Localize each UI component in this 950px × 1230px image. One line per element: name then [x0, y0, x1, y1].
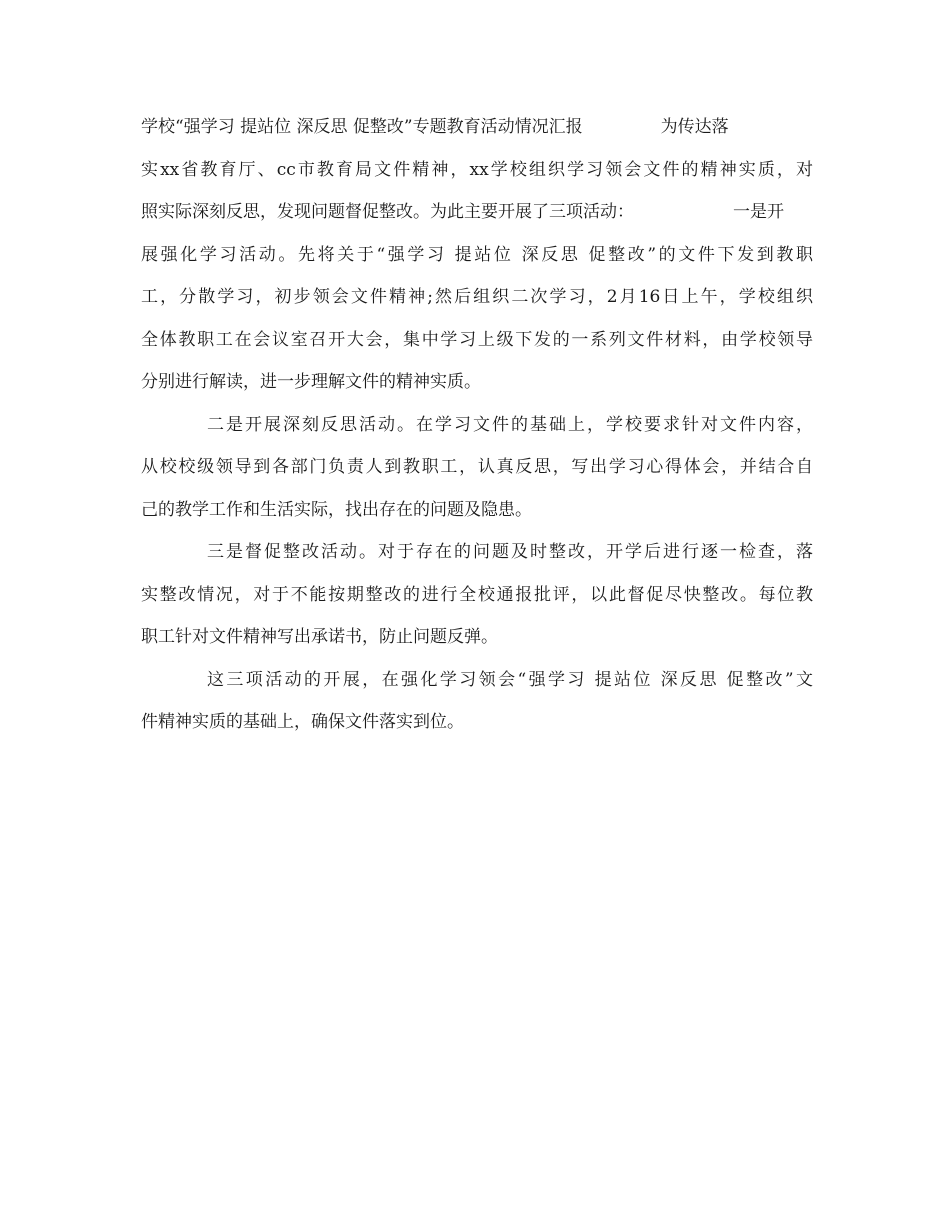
paragraph-2-line-2: 从校校级领导到各部门负责人到教职工，认真反思，写出学习心得体会，并结合自	[141, 457, 813, 477]
paragraph-3	[141, 531, 813, 659]
paragraph-4-line-1: 这三项活动的开展，在强化学习领会“强学习 提站位 深反思 促整改”文	[207, 669, 813, 690]
paragraph-4-line-2: 件精神实质的基础上，确保文件落实到位。	[141, 712, 464, 732]
paragraph-1-line-5: 工，分散学习，初步领会文件精神;然后组织二次学习，2月16日上午，学校组织	[141, 287, 813, 307]
paragraph-3-line-2: 实整改情况，对于不能按期整改的进行全校通报批评，以此督促尽快整改。每位教	[141, 584, 813, 605]
paragraph-1-line-4: 展强化学习活动。先将关于“强学习 提站位 深反思 促整改”的文件下发到教职	[141, 244, 813, 265]
paragraph-3-line-1: 三是督促整改活动。对于存在的问题及时整改，开学后进行逐一检查，落	[207, 542, 813, 562]
paragraph-1-line-3-head: 照实际深刻反思，发现问题督促整改。为此主要开展了三项活动：	[141, 202, 634, 222]
paragraph-2	[141, 404, 813, 532]
paragraph-1-line-1-tail: 为传达落	[660, 117, 729, 137]
paragraph-2-line-3: 己的教学工作和生活实际，找出存在的问题及隐患。	[141, 499, 532, 520]
paragraph-1-line-3-tail: 一是开	[733, 202, 784, 222]
paragraph-2-line-1: 二是开展深刻反思活动。在学习文件的基础上，学校要求针对文件内容，	[207, 414, 813, 435]
paragraph-1-line-6: 全体教职工在会议室召开大会，集中学习上级下发的一系列文件材料，由学校领导	[141, 329, 813, 350]
paragraph-4	[141, 659, 813, 744]
document-body	[141, 106, 813, 744]
paragraph-1-line-2: 实xx省教育厅、cc市教育局文件精神，xx学校组织学习领会文件的精神实质，对	[141, 159, 813, 180]
paragraph-3-line-3: 职工针对文件精神写出承诺书，防止问题反弹。	[141, 627, 498, 647]
paragraph-1	[141, 106, 813, 404]
paragraph-1-line-7: 分别进行解读，进一步理解文件的精神实质。	[141, 372, 481, 392]
report-title-text: 学校“强学习 提站位 深反思 促整改”专题教育活动情况汇报	[141, 117, 583, 137]
